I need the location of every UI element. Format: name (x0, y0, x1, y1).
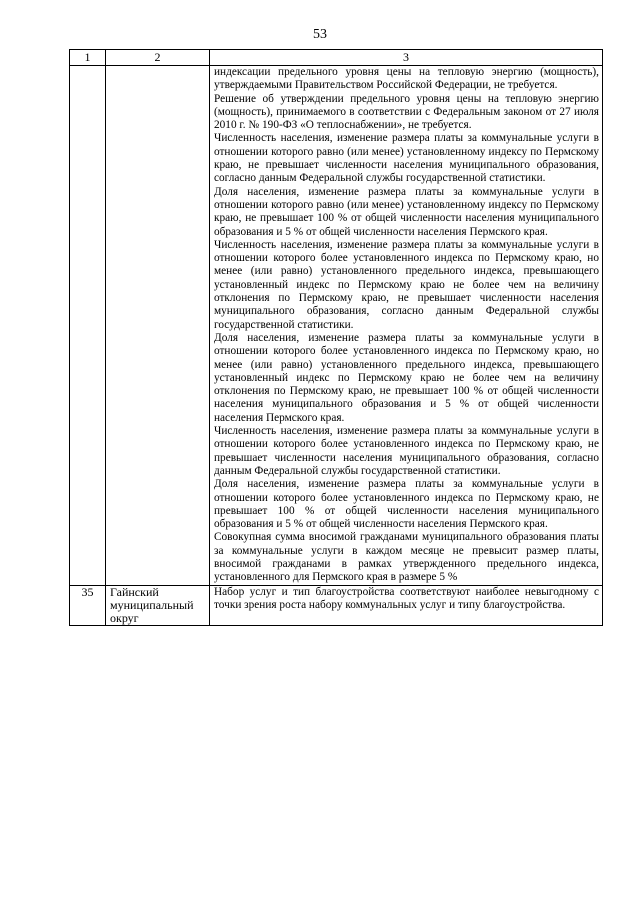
paragraph: Доля населения, изменение размера платы за коммунальные услуги в отношении которого более установленного индекса по Пермскому краю, но менее (или равно) установленного предельного индекса, превышающего установленный индекс по Пермскому краю не более чем на величину отклонения по Пермскому краю, не превышает 100 % от общей численности населения муниципального образования и 5 % от общей численности населения Пермского края. (214, 331, 599, 424)
row-number-cell: 35 (70, 585, 106, 626)
row-name-cell (106, 66, 210, 586)
row-number-cell (70, 66, 106, 586)
document-table (69, 49, 603, 626)
paragraph: Численность населения, изменение размера платы за коммунальные услуги в отношении которого более установленного индекса по Пермскому краю, но менее (или равно) установленного предельного индекса, превышающего установленный индекс по Пермскому краю не более чем на величину отклонения по Пермскому краю, не превышает численности населения муниципального образования, согласно данным Федеральной службы государственной статистики. (214, 238, 599, 331)
paragraph: Набор услуг и тип благоустройства соответствуют наиболее невыгодному с точки зрения роста набору коммунальных услуг и типу благоустройства. (214, 585, 599, 611)
paragraph: Решение об утверждении предельного уровня цены на тепловую энергию (мощность), принимаемого в соответствии с Федеральным законом от 27 июля 2010 г. № 190-ФЗ «О теплоснабжении», не требуется. (214, 92, 599, 132)
table-row (70, 66, 603, 586)
row-name-cell: Гайнский муниципальный округ (106, 585, 210, 626)
table-row (70, 585, 603, 626)
paragraph: Доля населения, изменение размера платы за коммунальные услуги в отношении которого более установленного индекса по Пермскому краю, не превышает 100 % от общей численности населения муниципального образования и 5 % от общей численности населения Пермского края. (214, 478, 599, 531)
column-header-number: 1 (70, 50, 106, 66)
paragraph: Численность населения, изменение размера платы за коммунальные услуги в отношении которого равно (или менее) установленному индексу по Пермскому краю, не превышает численности населения муниципального образования, согласно данным Федеральной службы государственной статистики. (214, 132, 599, 185)
page-number: 53 (313, 27, 327, 42)
paragraph: Совокупная сумма вносимой гражданами муниципального образования платы за коммунальные услуги в каждом месяце не превысит размер платы, вносимой гражданами в рамках утвержденного предельного индекса, установленного для Пермского края в размере 5 % (214, 531, 599, 584)
column-header-description: 3 (210, 50, 603, 66)
column-header-name: 2 (106, 50, 210, 66)
paragraph: Численность населения, изменение размера платы за коммунальные услуги в отношении которого более установленного индекса по Пермскому краю, не превышает численности населения муниципального образования, согласно данным Федеральной службы государственной статистики. (214, 425, 599, 477)
paragraph: индексации предельного уровня цены на тепловую энергию (мощность), утверждаемыми Правительством Российской Федерации, не требуется. (214, 66, 599, 92)
row-description-cell (210, 66, 603, 586)
row-description-cell (210, 585, 603, 626)
paragraph: Доля населения, изменение размера платы за коммунальные услуги в отношении которого равно (или менее) установленному индексу по Пермскому краю, не превышает 100 % от общей численности населения муниципального образования и 5 % от общей численности населения Пермского края. (214, 185, 599, 238)
table-header-row (70, 50, 603, 66)
